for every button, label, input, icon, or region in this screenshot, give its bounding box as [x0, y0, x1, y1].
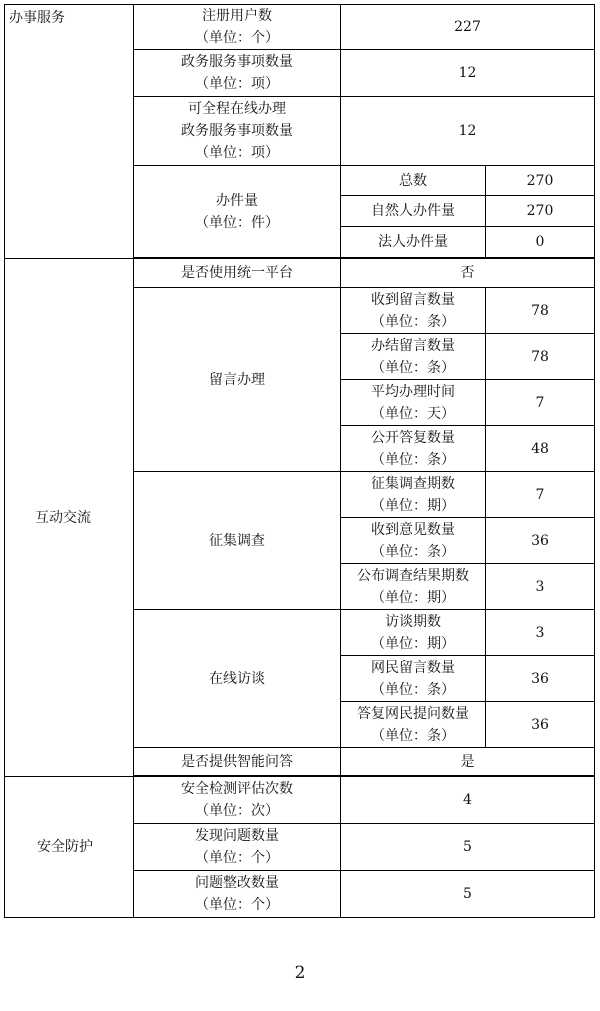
metric-value: 7 — [486, 472, 595, 518]
table-row — [5, 5, 595, 50]
metric-label: 可全程在线办理 政务服务事项数量 （单位：项） — [134, 97, 341, 166]
sub-metric-label: 平均办理时间 （单位：天） — [341, 380, 486, 426]
metric-value: 5 — [341, 871, 595, 918]
metric-label: 办件量 （单位：件） — [134, 166, 341, 258]
metric-value: 36 — [486, 518, 595, 564]
sub-metric-label: 访谈期数 （单位：期） — [341, 610, 486, 656]
category-security: 安全防护 — [5, 777, 134, 918]
sub-metric-label: 网民留言数量 （单位：条） — [341, 656, 486, 702]
sub-metric-label: 总数 — [341, 166, 486, 196]
group-label-messages: 留言办理 — [134, 288, 341, 472]
metric-label: 是否提供智能问答 — [134, 748, 341, 776]
sub-metric-label: 收到留言数量 （单位：条） — [341, 288, 486, 334]
statistics-table — [4, 4, 595, 918]
metric-label: 问题整改数量 （单位：个） — [134, 871, 341, 918]
metric-value: 12 — [341, 50, 595, 97]
page-number: 2 — [294, 963, 306, 983]
metric-value: 否 — [341, 259, 595, 288]
sub-metric-label: 答复网民提问数量 （单位：条） — [341, 702, 486, 748]
metric-label: 安全检测评估次数 （单位：次） — [134, 777, 341, 824]
metric-value: 270 — [486, 196, 595, 227]
metric-value: 12 — [341, 97, 595, 166]
metric-value: 0 — [486, 227, 595, 258]
metric-value: 36 — [486, 702, 595, 748]
category-interaction: 互动交流 — [5, 259, 134, 777]
metric-value: 227 — [341, 5, 595, 50]
group-label-survey: 征集调查 — [134, 472, 341, 610]
metric-value: 270 — [486, 166, 595, 196]
sub-metric-label: 公开答复数量 （单位：条） — [341, 426, 486, 472]
category-service: 办事服务 — [5, 5, 134, 259]
table-row — [5, 259, 595, 288]
metric-value: 7 — [486, 380, 595, 426]
sub-metric-label: 法人办件量 — [341, 227, 486, 258]
table-row — [5, 777, 595, 824]
metric-value: 78 — [486, 334, 595, 380]
sub-metric-label: 自然人办件量 — [341, 196, 486, 227]
metric-value: 3 — [486, 564, 595, 610]
sub-metric-label: 办结留言数量 （单位：条） — [341, 334, 486, 380]
metric-value: 5 — [341, 824, 595, 871]
metric-value: 3 — [486, 610, 595, 656]
metric-label: 发现问题数量 （单位：个） — [134, 824, 341, 871]
sub-metric-label: 收到意见数量 （单位：条） — [341, 518, 486, 564]
metric-value: 是 — [341, 748, 595, 776]
group-label-interview: 在线访谈 — [134, 610, 341, 748]
metric-value: 78 — [486, 288, 595, 334]
sub-metric-label: 公布调查结果期数 （单位：期） — [341, 564, 486, 610]
metric-label: 是否使用统一平台 — [134, 259, 341, 288]
metric-label: 注册用户数 （单位：个） — [134, 5, 341, 50]
sub-metric-label: 征集调查期数 （单位：期） — [341, 472, 486, 518]
metric-label: 政务服务事项数量 （单位：项） — [134, 50, 341, 97]
metric-value: 48 — [486, 426, 595, 472]
metric-value: 4 — [341, 777, 595, 824]
metric-value: 36 — [486, 656, 595, 702]
